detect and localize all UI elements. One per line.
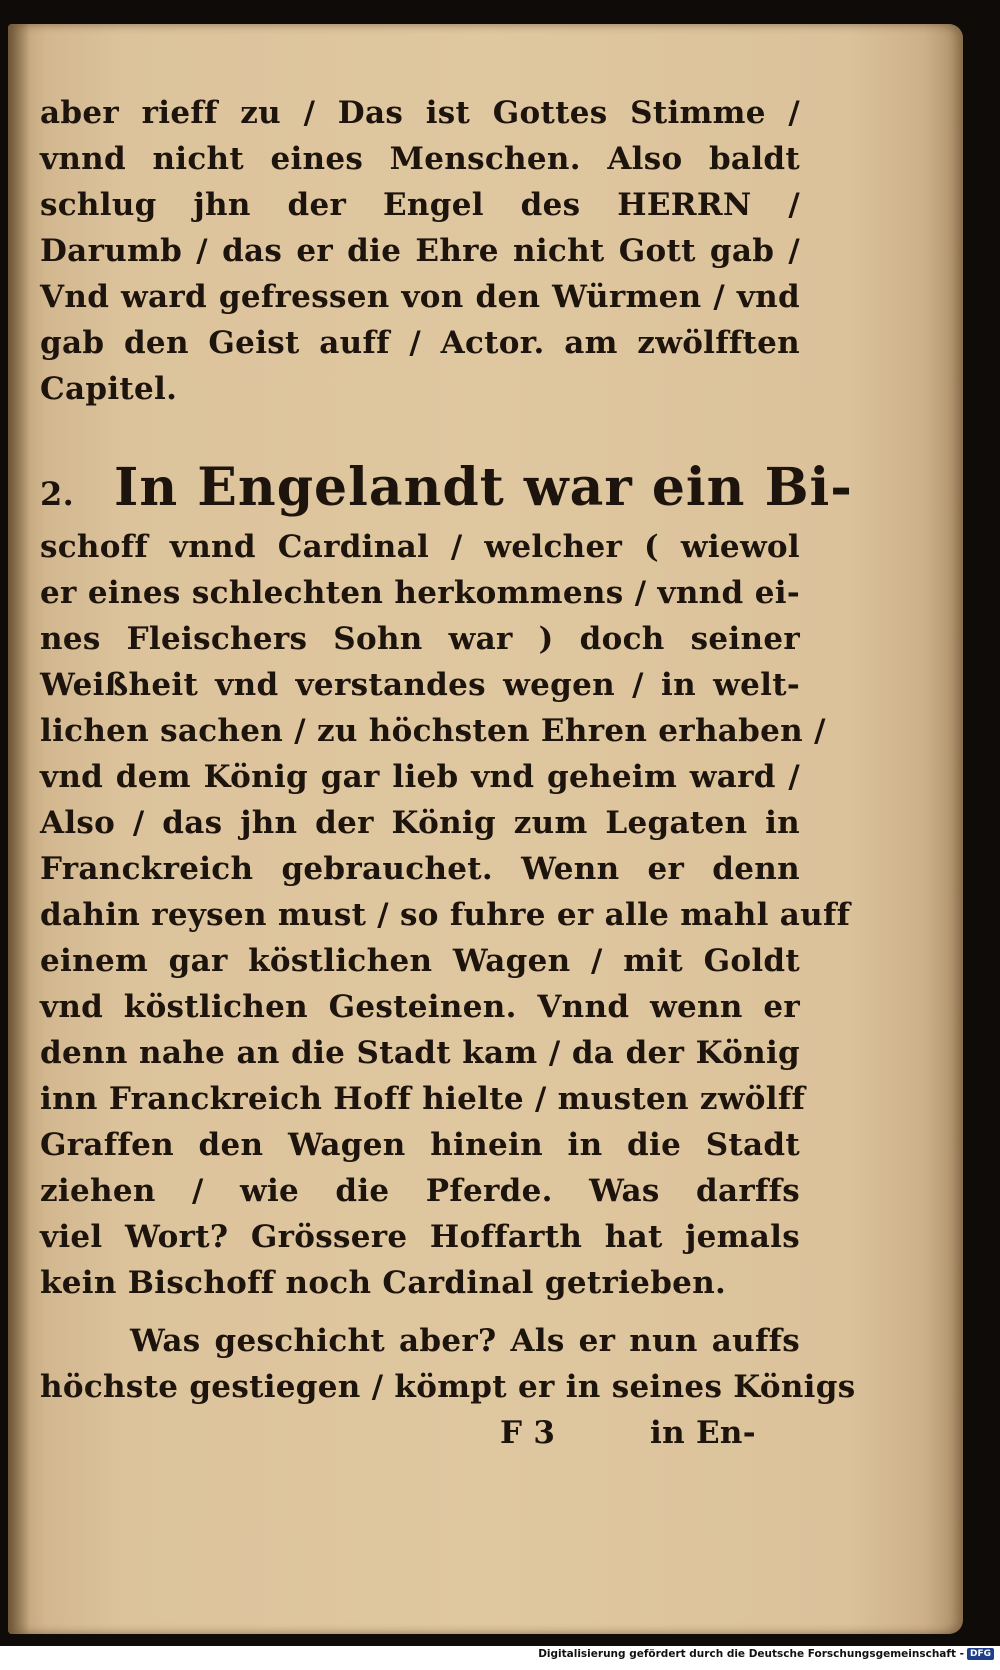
text-line: Franckreich gebrauchet. Wenn er denn [40,851,800,887]
text-line: Darumb / das er die Ehre nicht Gott gab / [40,233,800,269]
book-page [8,24,963,1634]
text-line: gab den Geist auff / Actor. am zwölfften [40,325,800,361]
text-line: denn nahe an die Stadt kam / da der König [40,1035,800,1071]
catchword: in En- [650,1415,756,1451]
text-line: inn Franckreich Hoff hielte / musten zwölff [40,1081,806,1117]
text-line: Vnd ward gefressen von den Würmen / vnd [40,279,800,315]
text-line: Graffen den Wagen hinein in die Stadt [40,1127,800,1163]
text-line: höchste gestiegen / kömpt er in seines Königs [40,1369,856,1405]
text-line: Also / das jhn der König zum Legaten in [40,805,800,841]
section-number: 2. [40,475,75,513]
signature-mark: F 3 [500,1415,556,1451]
dfg-logo: DFG [967,1648,994,1660]
page-foot-line [40,1410,800,1456]
text-line: einem gar köstlichen Wagen / mit Goldt [40,943,800,979]
page-gutter-shadow [8,24,30,1634]
digitization-credit [538,1648,994,1660]
page-text [40,90,856,1456]
text-line: aber rieff zu / Das ist Gottes Stimme / [40,95,800,131]
section-heading [40,452,853,524]
spacer [40,1306,800,1318]
text-line: vnd dem König gar lieb vnd geheim ward / [40,759,800,795]
text-line: ziehen / wie die Pferde. Was darffs [40,1173,800,1209]
text-line: viel Wort? Grössere Hoffarth hat jemals [40,1219,800,1255]
text-line: kein Bischoff noch Cardinal getrieben. [40,1265,727,1301]
text-line: Capitel. [40,371,178,407]
text-line: er eines schlechten herkommens / vnnd ei- [40,575,800,611]
text-line: Weißheit vnd verstandes wegen / in welt- [40,667,800,703]
text-line: lichen sachen / zu höchsten Ehren erhaben / [40,713,826,749]
text-line: nes Fleischers Sohn war ) doch seiner [40,621,800,657]
text-line: schlug jhn der Engel des HERRN / [40,187,800,223]
text-line: schoff vnnd Cardinal / welcher ( wiewol [40,529,800,565]
spacer [40,412,800,452]
text-line: dahin reysen must / so fuhre er alle mahl auff [40,897,851,933]
section-heading-text: In Engelandt war ein Bi- [114,457,853,518]
text-line: vnnd nicht eines Menschen. Also baldt [40,141,800,177]
text-line: Was geschicht aber? Als er nun auffs [130,1323,800,1359]
text-line: vnd köstlichen Gesteinen. Vnnd wenn er [40,989,800,1025]
credit-text: Digitalisierung gefördert durch die Deutsche Forschungsgemeinschaft - [538,1648,964,1660]
